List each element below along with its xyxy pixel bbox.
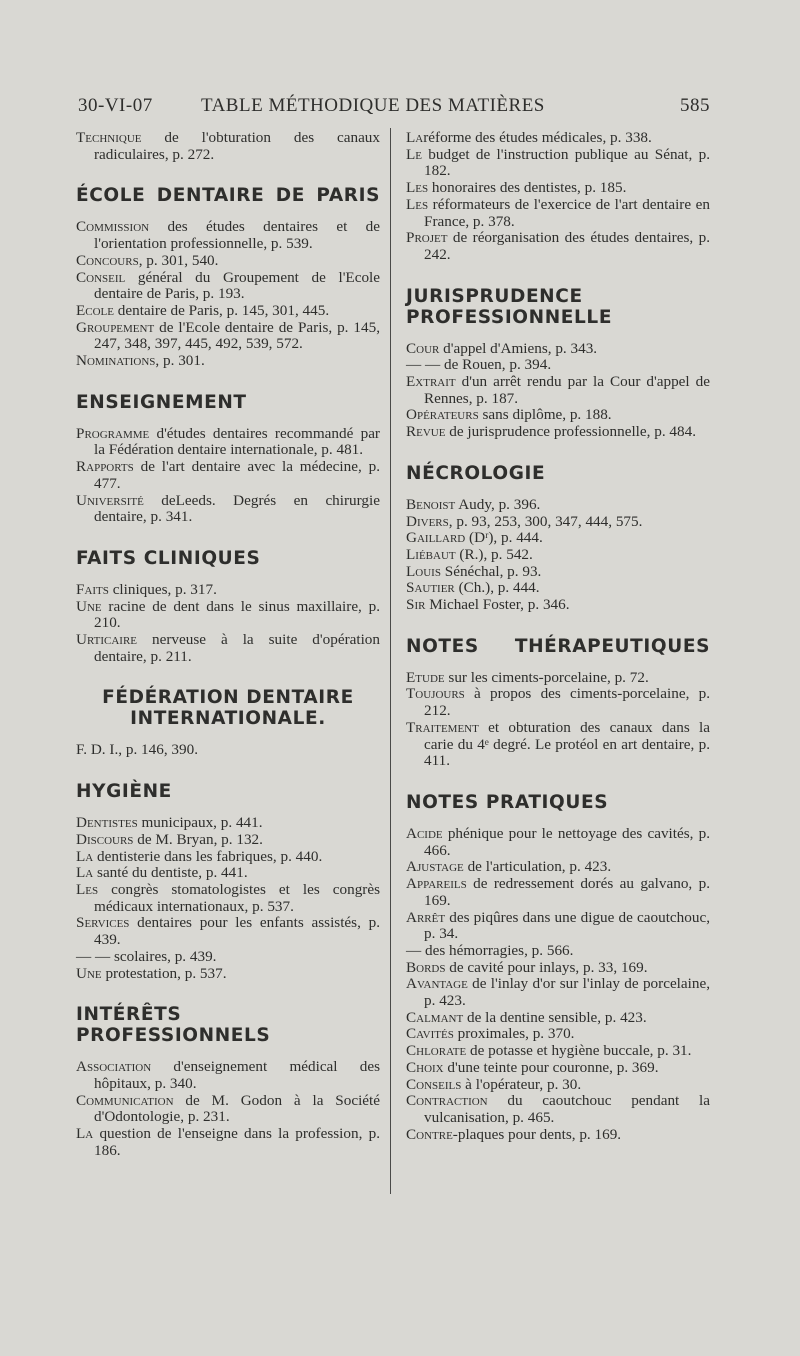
entry-text: d'un arrêt rendu par la Cour d'appel de Rennes, p. 187. (424, 373, 710, 407)
entry-text: sur les ciments-porcelaine, p. 72. (444, 668, 649, 686)
running-header (78, 95, 710, 123)
entry-text: , p. 93, 253, 300, 347, 444, 575. (448, 512, 643, 530)
entry-keyword: La (406, 129, 424, 146)
entry-text: deLeeds. Degrés en chirurgie dentaire, p. 341. (94, 491, 380, 526)
index-entry (76, 966, 380, 983)
index-entry (406, 976, 710, 1009)
entry-keyword: La (76, 864, 94, 882)
column-divider (390, 128, 391, 1194)
entry-text: question de l'enseigne dans la profession, p. 186. (93, 1125, 380, 1159)
entry-text: dentaire de Paris, p. 145, 301, 445. (114, 301, 330, 319)
entry-keyword: Nominations (76, 352, 156, 370)
entry-text: à propos des ciments-porcelaine, p. 212. (424, 685, 710, 720)
entry-keyword: Les (406, 179, 429, 197)
entry-keyword: Une (76, 964, 102, 982)
index-entry (76, 599, 380, 632)
entry-keyword: Technique (76, 129, 142, 146)
entry-keyword: Toujours (406, 685, 465, 703)
entry-text: , p. 301. (155, 352, 205, 370)
entry-keyword: Les (406, 195, 429, 213)
entry-text: nerveuse à la suite d'opération dentaire, p. 211. (94, 631, 380, 665)
entry-keyword: Cour (406, 339, 440, 357)
index-entry (406, 1093, 710, 1126)
entry-keyword: Opérateurs (406, 406, 479, 424)
section-heading: FAITS CLINIQUES (76, 547, 261, 569)
index-entry (76, 270, 380, 303)
entry-text: de M. Bryan, p. 132. (133, 830, 263, 848)
section-heading: ENSEIGNEMENT (76, 391, 247, 413)
index-entry (76, 832, 380, 849)
entry-text: de potasse et hygiène buccale, p. 31. (466, 1042, 692, 1060)
entry-keyword: Dentistes (76, 814, 138, 832)
index-entry (76, 219, 380, 252)
entry-text: des hémorragies, p. 566. (421, 941, 574, 959)
entry-keyword: Cavités (406, 1025, 454, 1043)
entry-text: de cavité pour inlays, p. 33, 169. (445, 958, 648, 976)
index-entry (406, 1010, 710, 1027)
entry-text: et obturation des canaux dans la carie du 4ᵉ degré. Le protéol en art dentaire, p. 411. (424, 718, 710, 770)
entry-keyword: Traitement (406, 718, 479, 736)
index-entry (406, 180, 710, 197)
index-entry (406, 943, 710, 960)
entry-text: de l'inlay d'or sur l'inlay de porcelaine, p. 423. (424, 975, 710, 1010)
entry-keyword: Contre (406, 1125, 453, 1143)
entry-text: (Dʳ), p. 444. (465, 529, 543, 547)
entry-keyword: Arrêt (406, 908, 446, 926)
entry-text: , p. 146, 390. (118, 741, 198, 759)
entry-keyword: Ajustage (406, 858, 464, 876)
index-entry (76, 915, 380, 948)
entry-keyword: Acide (406, 824, 443, 842)
entry-keyword: Concours (76, 251, 139, 269)
entry-text: de M. Godon à la Société d'Odontologie, p. 231. (94, 1091, 380, 1126)
section-heading: NÉCROLOGIE (406, 462, 546, 484)
entry-text: d'une teinte pour couronne, p. 369. (443, 1058, 659, 1076)
entry-keyword: Communication (76, 1091, 174, 1109)
entry-keyword: Liébaut (406, 545, 456, 563)
header-date: 30-VI-07 (78, 95, 153, 116)
entry-keyword: Faits (76, 580, 109, 598)
right-column (406, 130, 710, 1143)
entry-keyword: Une (76, 597, 102, 615)
index-entry (76, 459, 380, 492)
page-number: 585 (680, 95, 710, 116)
entry-text: -plaques pour dents, p. 169. (452, 1125, 622, 1143)
entry-keyword: Les (76, 880, 99, 898)
index-entry (406, 580, 710, 597)
index-entry (76, 582, 380, 599)
entry-keyword: — — (406, 356, 441, 374)
entry-text: d'enseignement médical des hôpitaux, p. 340. (94, 1058, 380, 1092)
index-entry (406, 374, 710, 407)
index-entry (406, 1026, 710, 1043)
index-entry (406, 1127, 710, 1144)
entry-text: , p. 301, 540. (138, 251, 219, 269)
index-entry (76, 882, 380, 915)
entry-text: Sénéchal, p. 93. (440, 562, 542, 580)
index-entry (406, 1043, 710, 1060)
index-entry (76, 426, 380, 459)
entry-keyword: Avantage (406, 975, 468, 993)
left-column (76, 130, 380, 1159)
entry-keyword: Choix (406, 1058, 444, 1076)
index-entry (406, 910, 710, 943)
entry-text: de redressement dorés au galvano, p. 169. (424, 875, 710, 909)
entry-keyword: Calmant (406, 1008, 464, 1026)
entry-keyword: Sautier (406, 579, 455, 597)
index-entry (76, 815, 380, 832)
entry-keyword: Discours (76, 830, 134, 848)
entry-text: (Ch.), p. 444. (454, 579, 540, 597)
index-entry (406, 147, 710, 180)
index-entry (406, 547, 710, 564)
index-entry (406, 597, 710, 614)
header-title: TABLE MÉTHODIQUE DES MATIÈRES (201, 95, 545, 116)
entry-keyword: Le (406, 145, 422, 163)
entry-text: scolaires, p. 439. (110, 947, 217, 965)
entry-keyword: Conseil (76, 268, 126, 286)
entry-keyword: Benoist (406, 495, 456, 513)
index-entry (406, 686, 710, 719)
index-entry (406, 720, 710, 770)
entry-text: santé du dentiste, p. 441. (93, 864, 248, 882)
index-entry (76, 949, 380, 966)
entry-text: d'appel d'Amiens, p. 343. (439, 339, 598, 357)
entry-keyword: Projet (406, 229, 448, 247)
section-heading: HYGIÈNE (76, 781, 172, 803)
entry-text: d'études dentaires recommandé par la Fédération dentaire internationale, p. 481. (94, 424, 380, 459)
index-entry (76, 742, 380, 759)
index-entry (76, 130, 380, 163)
index-entry (76, 493, 380, 526)
entry-keyword: Services (76, 914, 130, 932)
entry-keyword: Contraction (406, 1092, 488, 1110)
entry-text: de réorganisation des études dentaires, p. 242. (424, 229, 710, 263)
entry-text: réforme des études médicales, p. 338. (423, 129, 652, 146)
entry-keyword: Sir (406, 596, 426, 614)
index-entry (406, 530, 710, 547)
entry-text: dentisterie dans les fabriques, p. 440. (93, 847, 323, 865)
index-entry (406, 341, 710, 358)
entry-keyword: Appareils (406, 875, 467, 893)
entry-keyword: Groupement (76, 318, 155, 336)
entry-keyword: Université (76, 491, 144, 509)
entry-text: dentaires pour les enfants assistés, p. 439. (94, 914, 380, 949)
index-entry (76, 632, 380, 665)
entry-text: des piqûres dans une digue de caoutchouc, p. 34. (424, 908, 710, 943)
entry-text: cliniques, p. 317. (108, 580, 217, 598)
entry-text: réformateurs de l'exercice de l'art dentaire en France, p. 378. (424, 195, 710, 230)
index-entry (406, 357, 710, 374)
entry-text: de la dentine sensible, p. 423. (463, 1008, 647, 1026)
section-heading: NOTES PRATIQUES (406, 791, 609, 813)
index-entry (76, 1093, 380, 1126)
entry-text: de l'Ecole dentaire de Paris, p. 145, 247, 348, 397, 445, 492, 539, 572. (94, 318, 380, 353)
entry-keyword: Rapports (76, 458, 134, 476)
index-entry (406, 859, 710, 876)
index-entry (406, 130, 710, 147)
entry-keyword: Gaillard (406, 529, 466, 547)
entry-keyword: Urticaire (76, 631, 138, 649)
entry-keyword: Extrait (406, 373, 456, 391)
entry-text: de l'obturation des canaux radiculaires, p. 272. (94, 129, 380, 163)
section-heading: JURISPRUDENCE PROFESSIONNELLE (406, 285, 613, 328)
index-entry (76, 303, 380, 320)
index-entry (406, 1077, 710, 1094)
entry-text: protestation, p. 537. (101, 964, 227, 982)
entry-text: Audy, p. 396. (455, 495, 541, 513)
entry-keyword: F. D. I. (76, 741, 119, 759)
section-heading: ÉCOLE DENTAIRE DE PARIS (76, 185, 380, 207)
entry-keyword: Ecole (76, 301, 114, 319)
index-entry (406, 407, 710, 424)
entry-text: de jurisprudence professionnelle, p. 484. (445, 423, 696, 441)
entry-keyword: Bords (406, 958, 446, 976)
index-entry (406, 230, 710, 263)
entry-keyword: Commission (76, 218, 150, 236)
section-heading: FÉDÉRATION DENTAIRE INTERNATIONALE. (102, 687, 354, 730)
entry-keyword: Revue (406, 423, 446, 441)
index-entry (406, 424, 710, 441)
entry-text: des études dentaires et de l'orientation professionnelle, p. 539. (94, 218, 380, 253)
index-entry (76, 1059, 380, 1092)
entry-text: à l'opérateur, p. 30. (461, 1075, 582, 1093)
section-heading: INTÉRÊTS PROFESSIONNELS (76, 1004, 271, 1047)
entry-text: du caoutchouc pendant la vulcanisation, p. 465. (424, 1092, 710, 1126)
entry-text: (R.), p. 542. (455, 545, 533, 563)
index-entry (76, 253, 380, 270)
entry-text: phénique pour le nettoyage des cavités, p. 466. (424, 824, 710, 859)
entry-keyword: Conseils (406, 1075, 462, 1093)
section-heading: NOTES THÉRAPEUTIQUES (406, 635, 710, 657)
entry-text: budget de l'instruction publique au Sénat, p. 182. (422, 145, 710, 180)
entry-keyword: Programme (76, 424, 150, 442)
entry-text: de l'articulation, p. 423. (463, 858, 612, 876)
entry-keyword: Louis (406, 562, 441, 580)
index-entry (406, 960, 710, 977)
entry-keyword: Etude (406, 668, 445, 686)
entry-keyword: Chlorate (406, 1042, 467, 1060)
index-entry (76, 1126, 380, 1159)
index-entry (76, 865, 380, 882)
index-entry (76, 353, 380, 370)
index-entry (406, 497, 710, 514)
entry-keyword: La (76, 1125, 94, 1143)
index-entry (406, 876, 710, 909)
entry-keyword: Divers (406, 512, 449, 530)
entry-text: honoraires des dentistes, p. 185. (428, 179, 627, 197)
entry-text: général du Groupement de l'Ecole dentaire de Paris, p. 193. (94, 268, 380, 303)
index-entry (406, 826, 710, 859)
entry-keyword: — (406, 941, 422, 959)
entry-text: municipaux, p. 441. (137, 814, 263, 832)
index-entry (406, 1060, 710, 1077)
index-entry (406, 564, 710, 581)
index-entry (76, 320, 380, 353)
entry-text: de Rouen, p. 394. (440, 356, 552, 374)
entry-keyword: La (76, 847, 94, 865)
index-entry (406, 514, 710, 531)
entry-text: proximales, p. 370. (453, 1025, 575, 1043)
entry-text: racine de dent dans le sinus maxillaire, p. 210. (94, 597, 380, 632)
entry-keyword: Association (76, 1058, 152, 1076)
index-entry (406, 197, 710, 230)
entry-keyword: — — (76, 947, 111, 965)
entry-text: sans diplôme, p. 188. (478, 406, 612, 424)
entry-text: Michael Foster, p. 346. (425, 596, 570, 614)
entry-text: de l'art dentaire avec la médecine, p. 477. (94, 458, 380, 492)
index-entry (406, 670, 710, 687)
index-entry (76, 849, 380, 866)
entry-text: congrès stomatologistes et les congrès médicaux internationaux, p. 537. (94, 880, 380, 915)
